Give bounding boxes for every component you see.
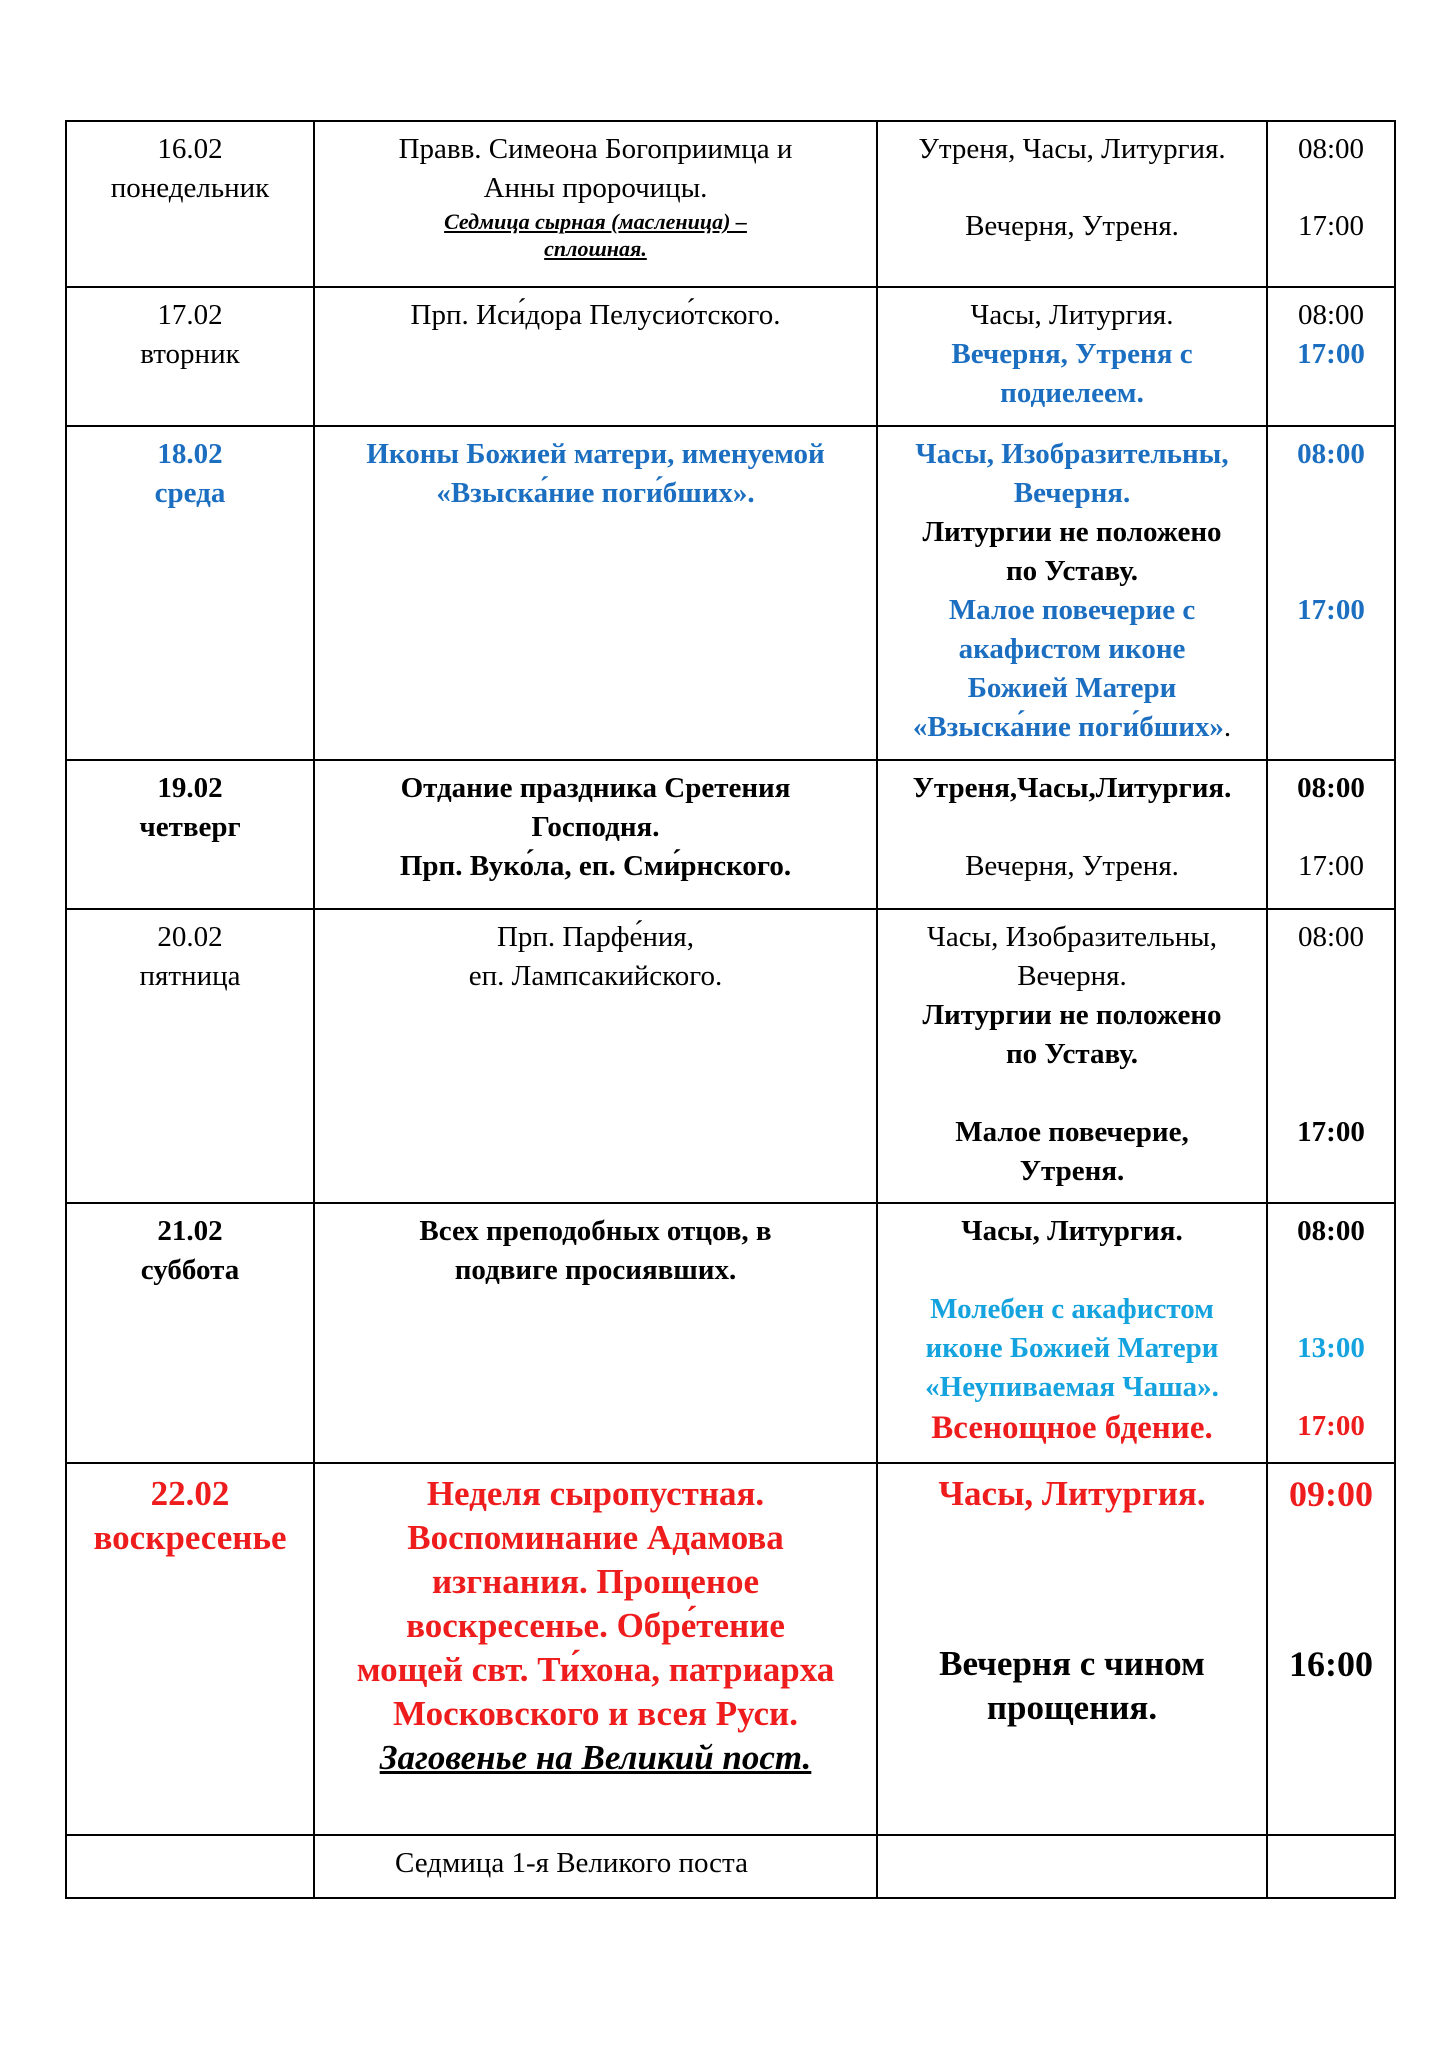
saint-line: Неделя сыропустная. [426, 1474, 765, 1513]
time: 17:00 [1297, 594, 1365, 626]
service-line: акафистом иконе [958, 633, 1186, 665]
time-cell [1267, 1463, 1395, 1835]
service-cell [877, 426, 1267, 760]
weekday: понедельник [110, 172, 270, 204]
table-row [66, 287, 1395, 426]
service-line [884, 708, 1260, 747]
service-text: «Взыска́ние поги́бших» [912, 711, 1224, 743]
date-cell [66, 1203, 314, 1463]
schedule-table [65, 120, 1396, 1899]
service-line: Часы, Литургия. [961, 1215, 1183, 1247]
date-cell [66, 909, 314, 1203]
service-line: подиелеем. [1000, 377, 1144, 409]
service-line: Вечерня, Утреня с [951, 338, 1193, 370]
time: 08:00 [1297, 133, 1365, 165]
saint-line: Анны пророчицы. [483, 172, 708, 204]
service-line: Вечерня. [1017, 960, 1127, 992]
service-line: «Неупиваемая Чаша». [925, 1371, 1219, 1403]
empty-cell [877, 1835, 1267, 1898]
date-cell [66, 1463, 314, 1835]
table-row [66, 1463, 1395, 1835]
time-cell [1267, 760, 1395, 909]
time-cell [1267, 287, 1395, 426]
time: 17:00 [1297, 850, 1365, 882]
saint-cell [314, 426, 877, 760]
service-line: Малое повечерие, [955, 1116, 1189, 1148]
weekday: вторник [140, 338, 240, 370]
time: 08:00 [1297, 1215, 1365, 1247]
service-line: Всенощное бдение. [931, 1410, 1213, 1446]
note-line: сплошная. [544, 236, 647, 261]
time: 08:00 [1297, 299, 1365, 331]
note-line: Седмица сырная (масленица) – [444, 209, 747, 234]
service-line: иконе Божией Матери [925, 1332, 1219, 1364]
date: 18.02 [157, 438, 223, 470]
week-label: Седмица 1-я Великого поста [395, 1847, 748, 1879]
saint-line: Господня. [531, 811, 660, 843]
saint-line: Прп. Вуко́ла, еп. Сми́рнского. [399, 850, 792, 882]
weekday: суббота [140, 1254, 240, 1286]
saint-line: Воспоминание Адамова [407, 1518, 784, 1557]
time: 08:00 [1297, 772, 1365, 804]
time: 08:00 [1297, 438, 1365, 470]
date: 20.02 [157, 921, 223, 953]
date-cell [66, 287, 314, 426]
date-cell [66, 760, 314, 909]
weekday: четверг [139, 811, 241, 843]
service-line: по Уставу. [1005, 555, 1139, 587]
saint-line: Прп. Парфе́ния, [496, 921, 695, 953]
service-line: Утреня,Часы,Литургия. [912, 772, 1232, 804]
week-label-cell [314, 1835, 877, 1898]
service-line: Утреня, Часы, Литургия. [918, 133, 1226, 165]
time: 08:00 [1297, 921, 1365, 953]
table-row [66, 121, 1395, 287]
saint-cell [314, 909, 877, 1203]
time: 17:00 [1297, 210, 1365, 242]
service-cell [877, 287, 1267, 426]
weekday: пятница [139, 960, 241, 992]
service-cell [877, 909, 1267, 1203]
service-line: прощения. [986, 1688, 1158, 1727]
date-cell [66, 121, 314, 287]
service-line: Вечерня, Утреня. [965, 850, 1179, 882]
service-cell [877, 1463, 1267, 1835]
table-row [66, 1203, 1395, 1463]
saint-line: Иконы Божией матери, именуемой [366, 438, 825, 470]
saint-cell [314, 1203, 877, 1463]
table-row [66, 426, 1395, 760]
service-line: Божией Матери [967, 672, 1177, 704]
table-row [66, 1835, 1395, 1898]
service-line: Часы, Литургия. [970, 299, 1174, 331]
service-cell [877, 1203, 1267, 1463]
date: 21.02 [157, 1215, 223, 1247]
date: 19.02 [157, 772, 223, 804]
time: 13:00 [1297, 1332, 1365, 1364]
date: 22.02 [150, 1474, 230, 1513]
empty-cell [1267, 1835, 1395, 1898]
service-line: Молебен с акафистом [930, 1293, 1214, 1325]
saint-line: «Взыска́ние поги́бших». [436, 477, 755, 509]
service-line: Утреня. [1019, 1155, 1125, 1187]
saint-line: Московского и всея Руси. [393, 1694, 798, 1733]
saint-line: Отдание праздника Сретения [400, 772, 791, 804]
service-line: Малое повечерие с [948, 594, 1196, 626]
service-line: Часы, Литургия. [938, 1474, 1206, 1513]
empty-cell [66, 1835, 314, 1898]
saint-cell [314, 287, 877, 426]
weekday: воскресенье [93, 1518, 287, 1557]
service-line: Часы, Изобразительны, [915, 438, 1229, 470]
time: 17:00 [1297, 1116, 1365, 1148]
service-line: Литургии не положено [922, 516, 1222, 548]
time: 16:00 [1289, 1644, 1373, 1684]
saint-line: подвиге просиявших. [454, 1254, 737, 1286]
saint-line: воскресенье. Обре́тение [406, 1606, 785, 1645]
service-line: Вечерня с чином [939, 1644, 1205, 1683]
time-cell [1267, 121, 1395, 287]
service-line: Вечерня, Утреня. [965, 210, 1179, 242]
service-line: по Уставу. [1005, 1038, 1139, 1070]
weekday: среда [154, 477, 226, 509]
date: 17.02 [157, 299, 223, 331]
date: 16.02 [157, 133, 223, 165]
table-row [66, 909, 1395, 1203]
saint-cell [314, 1463, 877, 1835]
note-line: Заговенье на Великий пост. [379, 1738, 812, 1777]
saint-cell [314, 760, 877, 909]
saint-line: еп. Лампсакийского. [468, 960, 723, 992]
service-cell [877, 121, 1267, 287]
time-cell [1267, 909, 1395, 1203]
time: 17:00 [1297, 338, 1365, 370]
saint-line: изгнания. Прощеное [431, 1562, 760, 1601]
saint-line: мощей свт. Ти́хона, патриарха [356, 1650, 835, 1689]
saint-line: Прп. Иси́дора Пелусио́тского. [410, 299, 781, 331]
service-cell [877, 760, 1267, 909]
saint-line: Всех преподобных отцов, в [419, 1215, 772, 1247]
date-cell [66, 426, 314, 760]
saint-line: Правв. Симеона Богоприимца и [398, 133, 793, 165]
service-line: Вечерня. [1013, 477, 1131, 509]
time: 17:00 [1297, 1410, 1365, 1442]
time-cell [1267, 1203, 1395, 1463]
service-period: . [1223, 711, 1232, 743]
time: 09:00 [1289, 1474, 1373, 1514]
service-line: Литургии не положено [922, 999, 1222, 1031]
service-line: Часы, Изобразительны, [927, 921, 1217, 953]
time-cell [1267, 426, 1395, 760]
saint-cell [314, 121, 877, 287]
table-row [66, 760, 1395, 909]
